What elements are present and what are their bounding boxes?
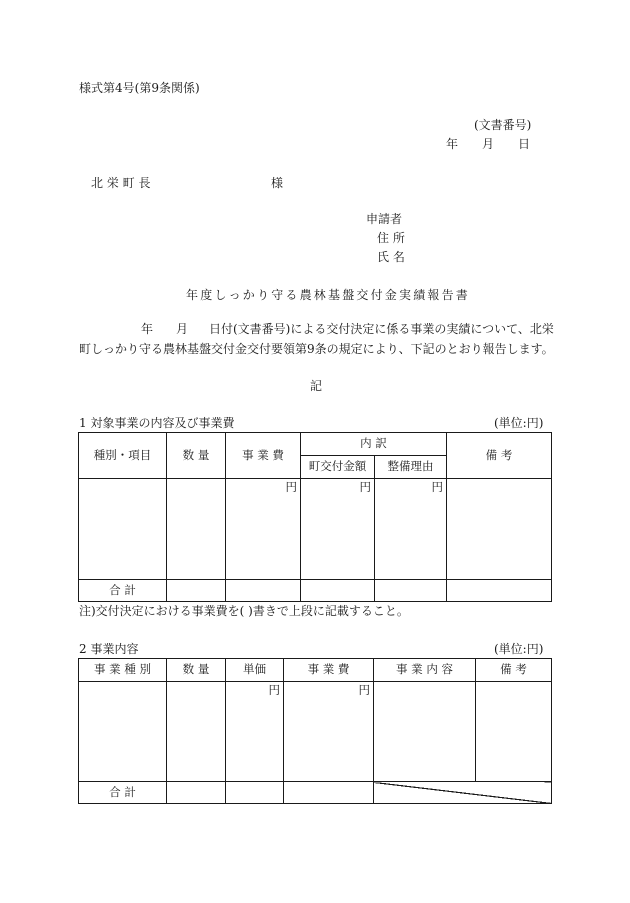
total-reason[interactable] <box>375 580 447 602</box>
ki-heading: 記 <box>310 379 323 393</box>
section2-heading: 2 事業内容 <box>79 642 139 656</box>
cell-unit-price-yen[interactable]: 円 <box>226 682 284 782</box>
cell-remarks[interactable] <box>447 479 552 580</box>
header-type: 事 業 種 別 <box>79 659 167 682</box>
cell-remarks-2[interactable] <box>476 682 552 782</box>
body-year: 年 <box>141 322 154 336</box>
header-content: 事 業 内 容 <box>374 659 476 682</box>
total-cost[interactable] <box>226 580 301 602</box>
cell-content[interactable] <box>374 682 476 782</box>
cell-town-grant-yen[interactable]: 円 <box>301 479 375 580</box>
header-type-item: 種別・項目 <box>79 433 167 479</box>
header-quantity-2: 数 量 <box>167 659 226 682</box>
date-year: 年 <box>446 137 459 151</box>
header-cost: 事 業 費 <box>226 433 301 479</box>
header-remarks: 備 考 <box>447 433 552 479</box>
addressee-name: 北 栄 町 長 <box>91 176 151 190</box>
section2-unit: (単位:円) <box>494 642 544 656</box>
applicant-address: 住 所 <box>377 231 405 245</box>
cell-reason-yen[interactable]: 円 <box>375 479 447 580</box>
date-day: 日 <box>518 137 531 151</box>
header-quantity: 数 量 <box>167 433 226 479</box>
section2-table <box>78 658 552 804</box>
cell-cost-yen-2[interactable]: 円 <box>284 682 374 782</box>
total-remarks[interactable] <box>447 580 552 602</box>
total-quantity[interactable] <box>167 580 226 602</box>
total-quantity-2[interactable] <box>167 782 226 804</box>
cell-type-2[interactable] <box>79 682 167 782</box>
header-cost-2: 事 業 費 <box>284 659 374 682</box>
body-line2: 町しっかり守る農林基盤交付金交付要領第9条の規定により、下記のとおり報告します。 <box>79 342 554 356</box>
body-month: 月 <box>176 322 189 336</box>
applicant-title: 申請者 <box>366 212 403 226</box>
header-unit-price: 単価 <box>226 659 284 682</box>
section1-note: 注)交付決定における事業費を( )書きで上段に記載すること。 <box>79 604 409 618</box>
doc-number: (文書番号) <box>474 118 532 132</box>
cell-cost-yen[interactable]: 円 <box>226 479 301 580</box>
addressee-honorific: 様 <box>271 176 284 190</box>
document-title: 年度しっかり守る農林基盤交付金実績報告書 <box>186 288 471 302</box>
cell-type-item[interactable] <box>79 479 167 580</box>
total-crossed-out-cell <box>374 782 552 804</box>
section1-heading: 1 対象事業の内容及び事業費 <box>79 416 235 430</box>
section1-unit: (単位:円) <box>494 416 544 430</box>
total-town-grant[interactable] <box>301 580 375 602</box>
form-label: 様式第4号(第9条関係) <box>79 81 200 95</box>
total-label-2: 合 計 <box>79 782 167 804</box>
section1-table <box>78 432 552 602</box>
body-line1: 日付(文書番号)による交付決定に係る事業の実績について、北栄 <box>209 322 554 336</box>
header-breakdown: 内 訳 <box>301 433 447 456</box>
header-remarks-2: 備 考 <box>476 659 552 682</box>
header-reason: 整備理由 <box>375 456 447 479</box>
cell-quantity[interactable] <box>167 479 226 580</box>
total-cost-2[interactable] <box>284 782 374 804</box>
header-town-grant: 町交付金額 <box>301 456 375 479</box>
date-month: 月 <box>482 137 495 151</box>
total-unit-price-2[interactable] <box>226 782 284 804</box>
total-label: 合 計 <box>79 580 167 602</box>
cell-quantity-2[interactable] <box>167 682 226 782</box>
applicant-name: 氏 名 <box>377 250 405 264</box>
